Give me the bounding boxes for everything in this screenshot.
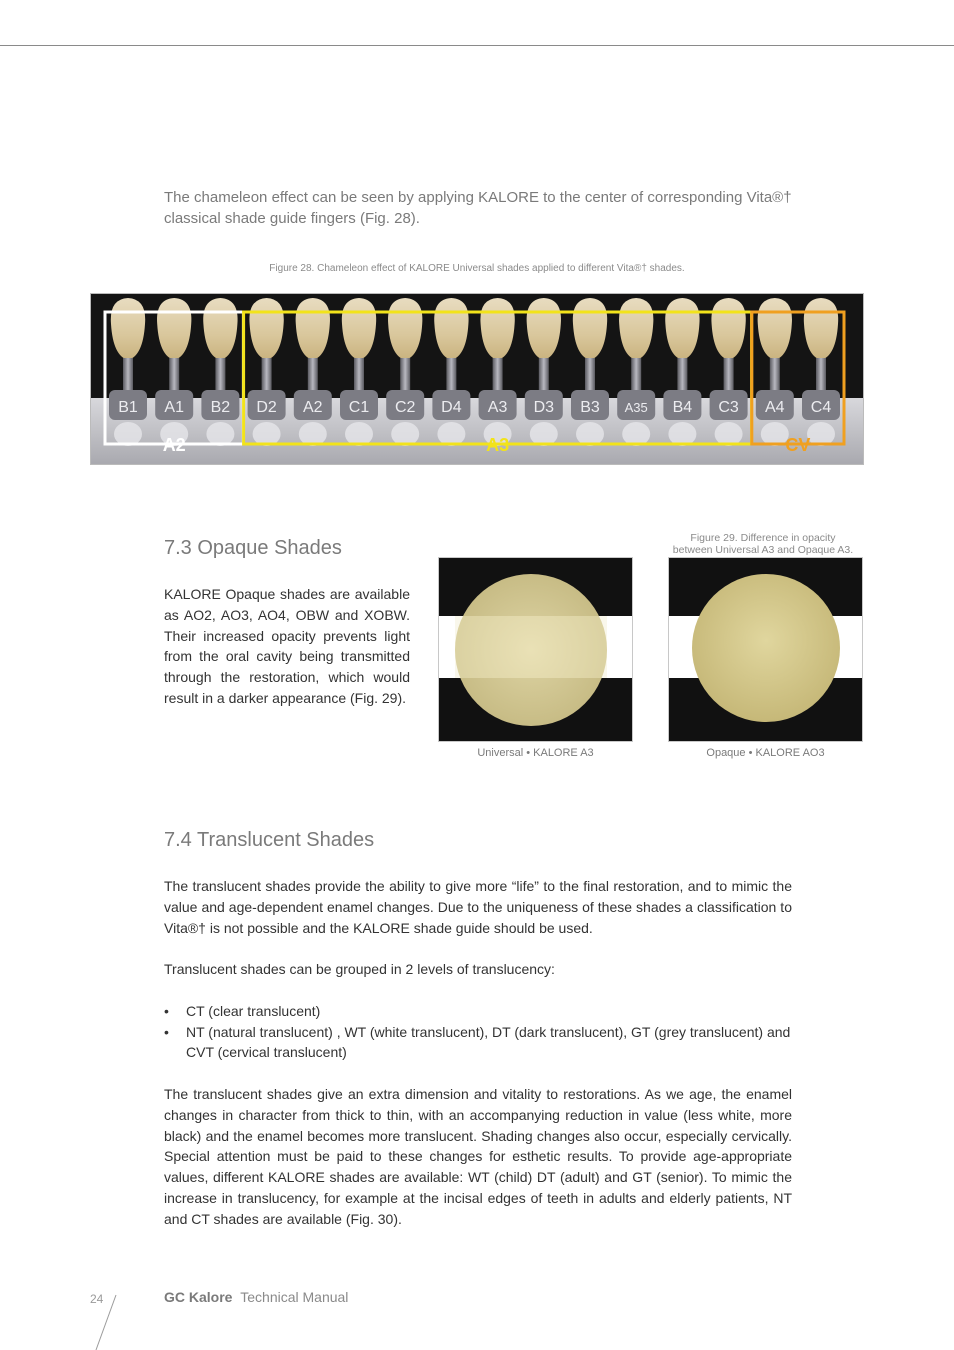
opaque-disc-label: Opaque • KALORE AO3	[706, 747, 825, 759]
footer-slash-icon	[94, 1294, 118, 1350]
translucent-paragraph-2: Translucent shades can be grouped in 2 levels of translucency:	[164, 961, 555, 978]
shade-tab-label: A4	[765, 399, 785, 416]
shade-tab-label: B4	[672, 399, 693, 416]
list-item	[164, 1022, 792, 1064]
universal-disc-label: Universal • KALORE A3	[477, 747, 594, 759]
section-heading-translucent: 7.4 Translucent Shades	[164, 829, 375, 851]
shade-tab-label: A1	[164, 399, 184, 416]
intro-paragraph: The chameleon effect can be seen by applying KALORE to the center of corresponding Vita®† classical shade guide fingers (Fig. 28).	[164, 189, 792, 227]
shade-tab-label: B1	[118, 399, 138, 416]
footer-brand	[164, 1289, 348, 1305]
figure-29-caption-line1: Figure 29. Difference in opacity	[690, 532, 836, 544]
shade-tab-label: A35	[624, 400, 648, 415]
opaque-paragraph: KALORE Opaque shades are available as AO2, AO3, AO4, OBW and XOBW. Their increased opacity prevents light from the oral cavity being transmitted through the restoration, which would result in a darker appearance (Fig. 29).	[164, 586, 410, 706]
opaque-disc-photo	[668, 557, 863, 742]
bullet-icon: •	[164, 1002, 169, 1019]
figure-29-caption-line2: between Universal A3 and Opaque A3.	[672, 544, 854, 556]
shade-tab-label: C2	[394, 399, 416, 416]
footer-brand-name: GC Kalore	[164, 1289, 233, 1305]
list-item	[164, 1001, 792, 1022]
list-item-text: CT (clear translucent)	[186, 1002, 321, 1019]
shade-group-label: CV	[785, 435, 811, 455]
shade-tab-label: C4	[810, 399, 832, 416]
shade-tab-label: A3	[487, 399, 508, 416]
header-rule	[0, 45, 954, 46]
figure-28-shade-guide-photo	[90, 293, 864, 465]
universal-disc-photo	[438, 557, 633, 742]
figure-28-caption: Figure 28. Chameleon effect of KALORE Universal shades applied to different Vita®† shades.	[269, 263, 685, 274]
page-number: 24	[90, 1292, 104, 1306]
bullet-icon: •	[164, 1023, 169, 1040]
shade-group-label: A3	[486, 435, 510, 455]
shade-tab-label: D4	[441, 399, 462, 416]
section-heading-opaque: 7.3 Opaque Shades	[164, 537, 342, 559]
translucency-levels-list	[164, 1001, 792, 1063]
shade-tab-label: B3	[580, 399, 600, 416]
shade-tab-label: B2	[210, 399, 231, 416]
shade-tab-label: A2	[303, 399, 323, 416]
shade-tab-label: C3	[718, 399, 739, 416]
figure-29-caption	[652, 532, 874, 556]
translucent-paragraph-3: The translucent shades give an extra dimension and vitality to restorations. As we age, the enamel changes in character from thick to thin, with an accompanying reduction in value (less white, more black) and the enamel becomes more translucent. Shading changes also occur, especially cervically. Special attention must be paid to these changes for esthetic results. To provide age-appropriate values, different KALORE shades are available: WT (child) DT (adult) and GT (senior). To mimic the increase in translucency, for example at the incisal edges of teeth in adults and elderly patients, NT and CT shades are available (Fig. 30).	[164, 1085, 792, 1227]
translucent-section-body	[164, 876, 792, 1230]
translucent-paragraph-1: The translucent shades provide the ability to give more “life” to the final restoration, and to mimic the value and age-dependent enamel changes. Due to the uniqueness of these shades a classification to Vita®† is not possible and the KALORE shade guide should be used.	[164, 878, 792, 936]
footer-doc-title: Technical Manual	[240, 1289, 349, 1305]
list-item-text: NT (natural translucent) , WT (white translucent), DT (dark translucent), GT (grey translucent) and CVT (cervical translucent)	[186, 1023, 791, 1061]
shade-tab-label: D2	[256, 399, 277, 416]
shade-tab-label: D3	[533, 399, 555, 416]
shade-group-label: A2	[162, 435, 186, 455]
shade-tab-label: C1	[348, 399, 370, 416]
shade-guide-graphic	[91, 294, 864, 465]
